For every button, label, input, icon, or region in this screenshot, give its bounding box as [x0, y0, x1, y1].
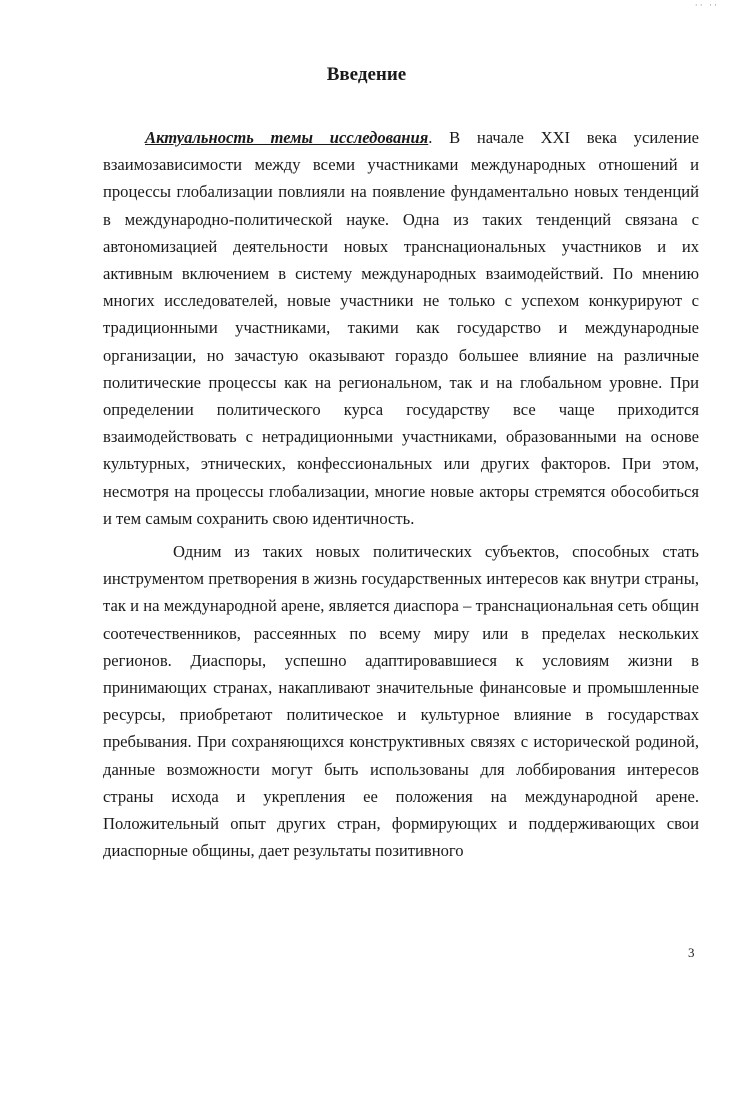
paragraph-1 — [103, 124, 699, 532]
scan-artifact: ·· ·· — [694, 0, 719, 10]
body-text — [103, 124, 699, 864]
page-number: 3 — [688, 945, 695, 960]
paragraph-2 — [103, 538, 699, 864]
paragraph-1-text: . В начале XXI века усиление взаимозависимости между всеми участниками международных отношений и процессы глобализации повлияли на появление фундаментально новых тенденций в международно-политической науке. Одна из таких тенденций связана с автономизацией деятельности новых транснациональных участников и их активным включением в систему международных взаимодействий. По мнению многих исследователей, новые участники не только с успехом конкурируют с традиционными участниками, такими как государство и международные организации, но зачастую оказывают гораздо большее влияние на различные политические процессы как на региональном, так и на глобальном уровне. При определении политического курса государству все чаще приходится взаимодействовать с нетрадиционными участниками, образованными на основе культурных, этнических, конфессиональных или других факторов. При этом, несмотря на процессы глобализации, многие новые акторы стремятся обособиться и тем самым сохранить свою идентичность. — [103, 128, 699, 528]
lead-in-phrase: Актуальность темы исследования — [145, 128, 429, 147]
paragraph-2-text: Одним из таких новых политических субъектов, способных стать инструментом претворения в жизнь государственных интересов как внутри страны, так и на международной арене, является диаспора – транснациональная сеть общин соотечественников, рассеянных по всему миру или в пределах нескольких регионов. Диаспоры, успешно адаптировавшиеся к условиям жизни в принимающих странах, накапливают значительные финансовые и промышленные ресурсы, приобретают политическое и культурное влияние в государствах пребывания. При сохраняющихся конструктивных связях с исторической родиной, данные возможности могут быть использованы для лоббирования интересов страны исхода и укрепления ее положения на международной арене. Положительный опыт других стран, формирующих и поддерживающих свои диаспорные общины, дает результаты позитивного — [103, 542, 699, 861]
page-title: Введение — [326, 64, 407, 85]
